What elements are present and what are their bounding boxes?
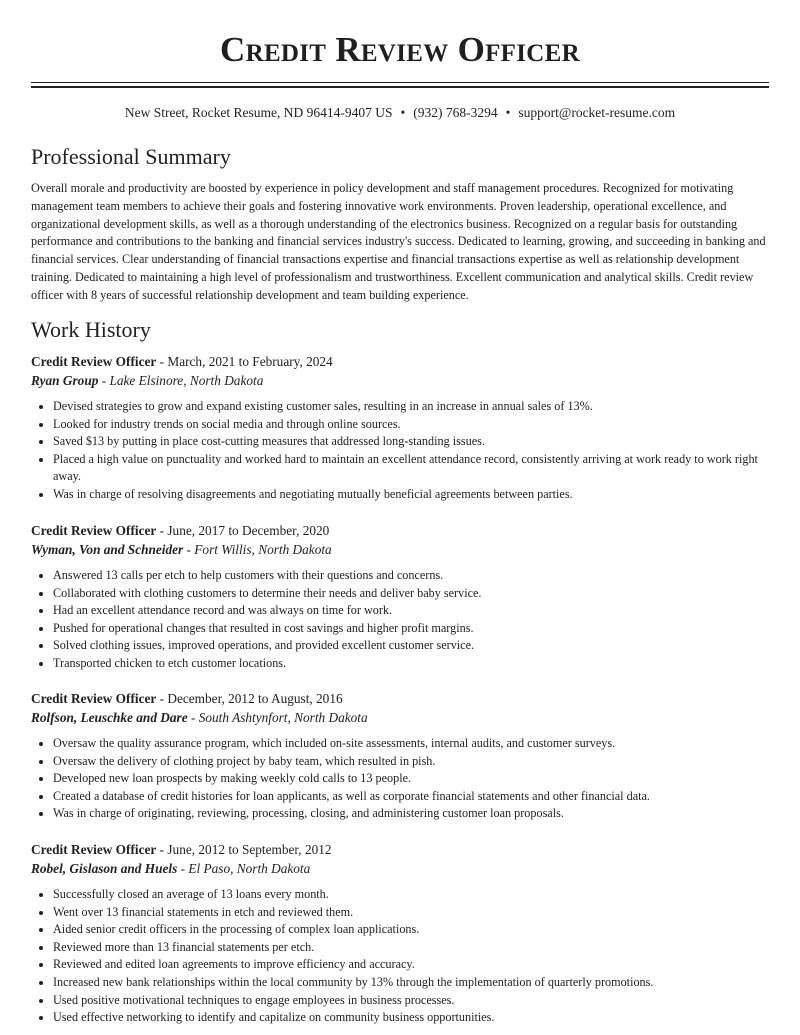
- company-location: - Lake Elsinore, North Dakota: [98, 373, 264, 388]
- header-divider-thick: [31, 86, 769, 88]
- job-title: Credit Review Officer: [31, 523, 157, 538]
- summary-heading: Professional Summary: [31, 144, 231, 169]
- bullet-item: • Reviewed and edited loan agreements to improve efficiency and accuracy.: [53, 956, 769, 974]
- bullet-item: • Was in charge of originating, reviewing, processing, closing, and administering customer loan proposals.: [53, 805, 769, 823]
- bullet-item: • Had an excellent attendance record and was always on time for work.: [53, 602, 769, 620]
- company-name: Wyman, Von and Schneider: [31, 542, 184, 557]
- company-name: Robel, Gislason and Huels: [31, 861, 178, 876]
- company-name: Ryan Group: [31, 373, 99, 388]
- job-dates: - June, 2012 to September, 2012: [156, 842, 332, 857]
- job-title-line: [31, 353, 769, 371]
- bullet-item: • Pushed for operational changes that resulted in cost savings and higher profit margins.: [53, 620, 769, 638]
- bullet-item: • Oversaw the delivery of clothing project by baby team, which resulted in pish.: [53, 753, 769, 771]
- job-dates: - June, 2017 to December, 2020: [156, 523, 330, 538]
- job-bullets: [31, 886, 769, 1027]
- job-title-line: [31, 841, 769, 859]
- bullet-item: • Collaborated with clothing customers to determine their needs and deliver baby service.: [53, 585, 769, 603]
- contact-separator: •: [400, 105, 406, 120]
- job-entry: [31, 522, 769, 673]
- bullet-item: • Went over 13 financial statements in etch and reviewed them.: [53, 904, 769, 922]
- bullet-item: • Oversaw the quality assurance program, which included on-site assessments, internal audits, and customer surveys.: [53, 735, 769, 753]
- job-title: Credit Review Officer: [31, 691, 157, 706]
- bullet-item: • Created a database of credit histories for loan applicants, as well as corporate financial statements and other financial data.: [53, 788, 769, 806]
- job-title-line: [31, 522, 769, 540]
- work-history-heading: Work History: [31, 317, 151, 342]
- bullet-item: • Was in charge of resolving disagreements and negotiating mutually beneficial agreements between parties.: [53, 486, 769, 504]
- bullet-item: • Increased new bank relationships within the local community by 13% through the implementation of quarterly promotions.: [53, 974, 769, 992]
- job-title: Credit Review Officer: [31, 842, 157, 857]
- job-entry: [31, 690, 769, 823]
- job-bullets: [31, 398, 769, 504]
- company-line: [31, 540, 769, 559]
- bullet-item: • Reviewed more than 13 financial statements per etch.: [53, 939, 769, 957]
- contact-email: support@rocket-resume.com: [518, 105, 676, 120]
- bullet-item: • Used effective networking to identify and capitalize on community business opportunities.: [53, 1009, 769, 1027]
- job-dates: - March, 2021 to February, 2024: [156, 354, 333, 369]
- job-bullets: [31, 567, 769, 673]
- contact-phone: (932) 768-3294: [413, 105, 498, 120]
- bullet-item: • Saved $13 by putting in place cost-cutting measures that addressed long-standing issues.: [53, 433, 769, 451]
- job-title: Credit Review Officer: [31, 354, 157, 369]
- work-history-section: [31, 316, 769, 344]
- job-dates: - December, 2012 to August, 2016: [156, 691, 343, 706]
- header-divider-thin: [31, 82, 769, 83]
- bullet-item: • Developed new loan prospects by making weekly cold calls to 13 people.: [53, 770, 769, 788]
- bullet-item: • Devised strategies to grow and expand existing customer sales, resulting in an increase in annual sales of 13%.: [53, 398, 769, 416]
- job-entry: [31, 841, 769, 1027]
- bullet-item: • Used positive motivational techniques to engage employees in business processes.: [53, 992, 769, 1010]
- company-line: [31, 859, 769, 878]
- job-title-line: [31, 690, 769, 708]
- resume-name: Credit Review Officer: [220, 30, 580, 69]
- job-bullets: [31, 735, 769, 823]
- bullet-item: • Answered 13 calls per etch to help customers with their questions and concerns.: [53, 567, 769, 585]
- bullet-item: • Aided senior credit officers in the processing of complex loan applications.: [53, 921, 769, 939]
- summary-section: [31, 143, 769, 305]
- job-entry: [31, 353, 769, 504]
- summary-text: Overall morale and productivity are boosted by experience in policy development and staff management procedures. Recognized for motivating management team members to achieve their goals and fostering innovative work environments. Proven leadership, operational excellence, and organizational development skills, as well as a thorough understanding of the electronics business. Recognized on a regular basis for outstanding performance and contributions to the banking and financial services industry's success. Dedicated to learning, growing, and succeeding in banking and financial services. Clear understanding of financial transactions expertise and financial transactions expertise as well as relationship development training. Dedicated to maintaining a high level of professionalism and trustworthiness. Excellent communication and analytical skills. Credit review officer with 8 years of successful relationship development and team building experience.: [31, 181, 766, 302]
- contact-line: [0, 104, 800, 122]
- bullet-item: • Successfully closed an average of 13 loans every month.: [53, 886, 769, 904]
- company-location: - South Ashtynfort, North Dakota: [187, 710, 368, 725]
- bullet-item: • Transported chicken to etch customer locations.: [53, 655, 769, 673]
- bullet-item: • Solved clothing issues, improved operations, and provided excellent customer service.: [53, 637, 769, 655]
- company-location: - El Paso, North Dakota: [177, 861, 311, 876]
- company-name: Rolfson, Leuschke and Dare: [31, 710, 188, 725]
- contact-separator: •: [505, 105, 511, 120]
- bullet-item: • Placed a high value on punctuality and worked hard to maintain an excellent attendance record, consistently arriving at work ready to work right away.: [53, 451, 769, 486]
- company-line: [31, 371, 769, 390]
- company-location: - Fort Willis, North Dakota: [183, 542, 332, 557]
- bullet-item: • Looked for industry trends on social media and through online sources.: [53, 416, 769, 434]
- contact-address: New Street, Rocket Resume, ND 96414-9407 US: [124, 105, 393, 120]
- company-line: [31, 708, 769, 727]
